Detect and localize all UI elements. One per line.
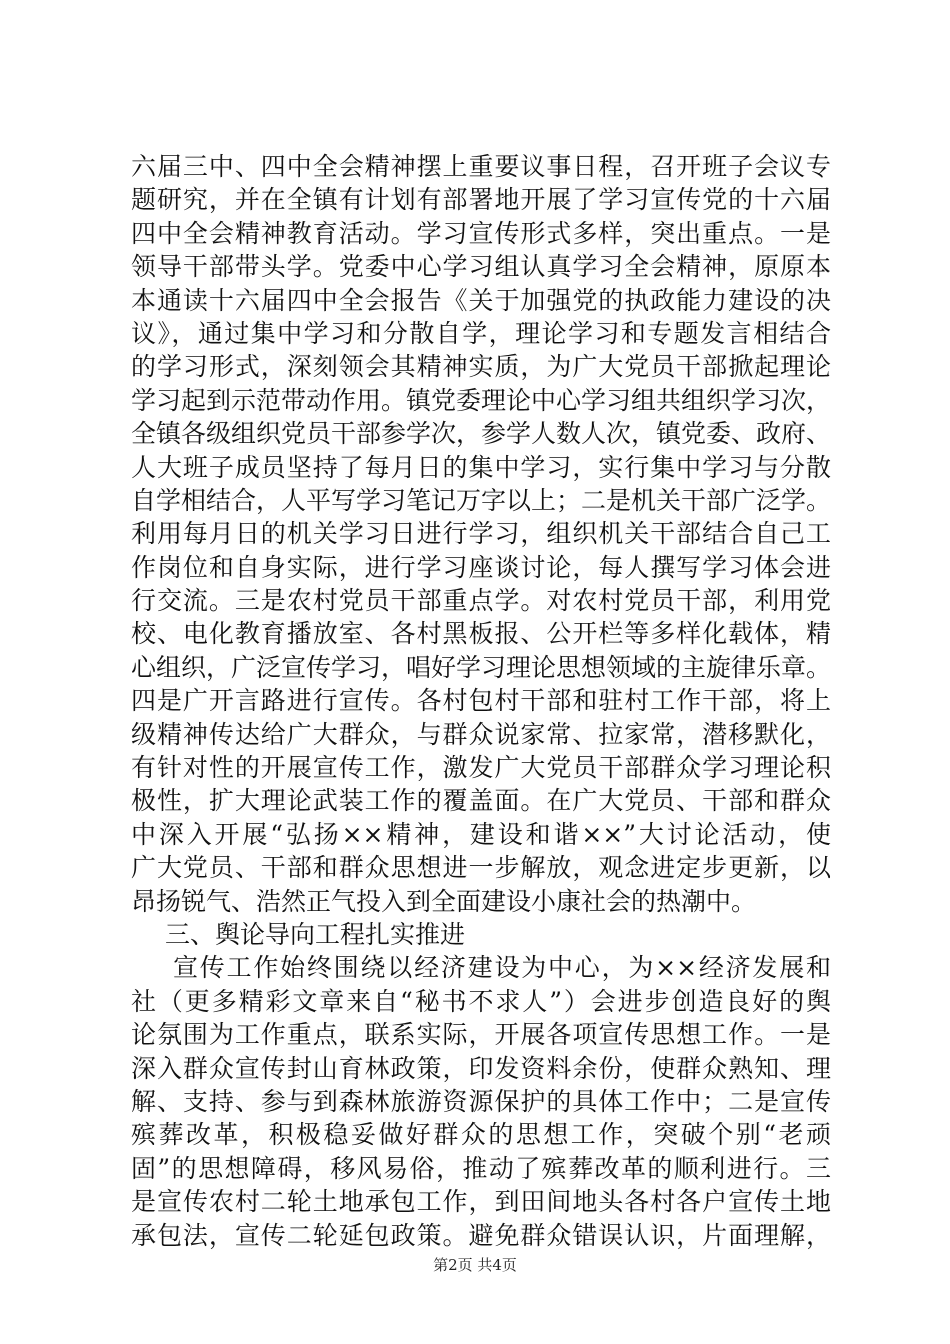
paragraph-line: 领导干部带头学。党委中心学习组认真学习全会精神，原原本: [131, 252, 831, 282]
paragraph-line: 解、支持、参与到森林旅游资源保护的具体工作中；二是宣传: [131, 1086, 831, 1116]
paragraph-line: 本通读十六届四中全会报告《关于加强党的执政能力建设的决: [131, 285, 831, 315]
paragraph-line: 四是广开言路进行宣传。各村包村干部和驻村工作干部，将上: [131, 686, 831, 716]
paragraph-line: 宣传工作始终围绕以经济建设为中心，为××经济发展和: [173, 953, 831, 983]
paragraph-line: 人大班子成员坚持了每月日的集中学习，实行集中学习与分散: [131, 452, 831, 482]
paragraph-line: 六届三中、四中全会精神摆上重要议事日程，召开班子会议专: [131, 152, 831, 181]
paragraph-line: 行交流。三是农村党员干部重点学。对农村党员干部，利用党: [131, 586, 831, 616]
paragraph-line: 议》，通过集中学习和分散自学，理论学习和专题发言相结合: [131, 318, 831, 348]
paragraph-line: 殡葬改革，积极稳妥做好群众的思想工作，突破个别“老顽: [131, 1120, 831, 1150]
paragraph-line: 心组织，广泛宣传学习，唱好学习理论思想领域的主旋律乐章。: [131, 652, 832, 682]
paragraph-line: 极性，扩大理论武装工作的覆盖面。在广大党员、干部和群众: [131, 786, 831, 816]
document-body: [131, 150, 831, 1252]
paragraph-line: 题研究，并在全镇有计划有部署地开展了学习宣传党的十六届: [131, 185, 831, 215]
paragraph-line: 利用每月日的机关学习日进行学习，组织机关干部结合自己工: [131, 519, 831, 549]
paragraph-line: 校、电化教育播放室、各村黑板报、公开栏等多样化载体，精: [131, 619, 831, 649]
paragraph-line: 深入群众宣传封山育林政策，印发资料余份，使群众熟知、理: [131, 1053, 831, 1083]
page-number-label: 第2页 共4页: [433, 1256, 517, 1274]
paragraph-line: 广大党员、干部和群众思想进一步解放，观念进定步更新，以: [131, 853, 831, 883]
paragraph-line: 昂扬锐气、浩然正气投入到全面建设小康社会的热潮中。: [131, 886, 757, 916]
paragraph-line: 社（更多精彩文章来自“秘书不求人”）会进步创造良好的舆: [131, 986, 831, 1016]
paragraph-line: 是宣传农村二轮土地承包工作，到田间地头各村各户宣传土地: [131, 1187, 831, 1217]
section-heading: 三、舆论导向工程扎实推进: [165, 919, 466, 949]
paragraph-line: 作岗位和自身实际，进行学习座谈讨论，每人撰写学习体会进: [131, 552, 831, 582]
paragraph-line: 有针对性的开展宣传工作，激发广大党员干部群众学习理论积: [131, 753, 831, 783]
paragraph-line: 固”的思想障碍，移风易俗，推动了殡葬改革的顺利进行。三: [131, 1153, 831, 1183]
page-footer: [0, 1254, 950, 1275]
paragraph-line: 自学相结合，人平写学习笔记万字以上；二是机关干部广泛学。: [131, 485, 832, 515]
paragraph-line: 中深入开展“弘扬××精神，建设和谐××”大讨论活动，使: [131, 819, 831, 849]
paragraph-line: 学习起到示范带动作用。镇党委理论中心学习组共组织学习次，: [131, 385, 832, 415]
paragraph-line: 全镇各级组织党员干部参学次，参学人数人次，镇党委、政府、: [131, 419, 832, 449]
paragraph-line: 承包法，宣传二轮延包政策。避免群众错误认识，片面理解，: [131, 1220, 831, 1250]
paragraph-line: 四中全会精神教育活动。学习宣传形式多样，突出重点。一是: [131, 218, 831, 248]
paragraph-line: 的学习形式，深刻领会其精神实质，为广大党员干部掀起理论: [131, 352, 831, 382]
paragraph-line: 级精神传达给广大群众，与群众说家常、拉家常，潜移默化，: [131, 719, 831, 749]
paragraph-line: 论氛围为工作重点，联系实际，开展各项宣传思想工作。一是: [131, 1020, 831, 1050]
